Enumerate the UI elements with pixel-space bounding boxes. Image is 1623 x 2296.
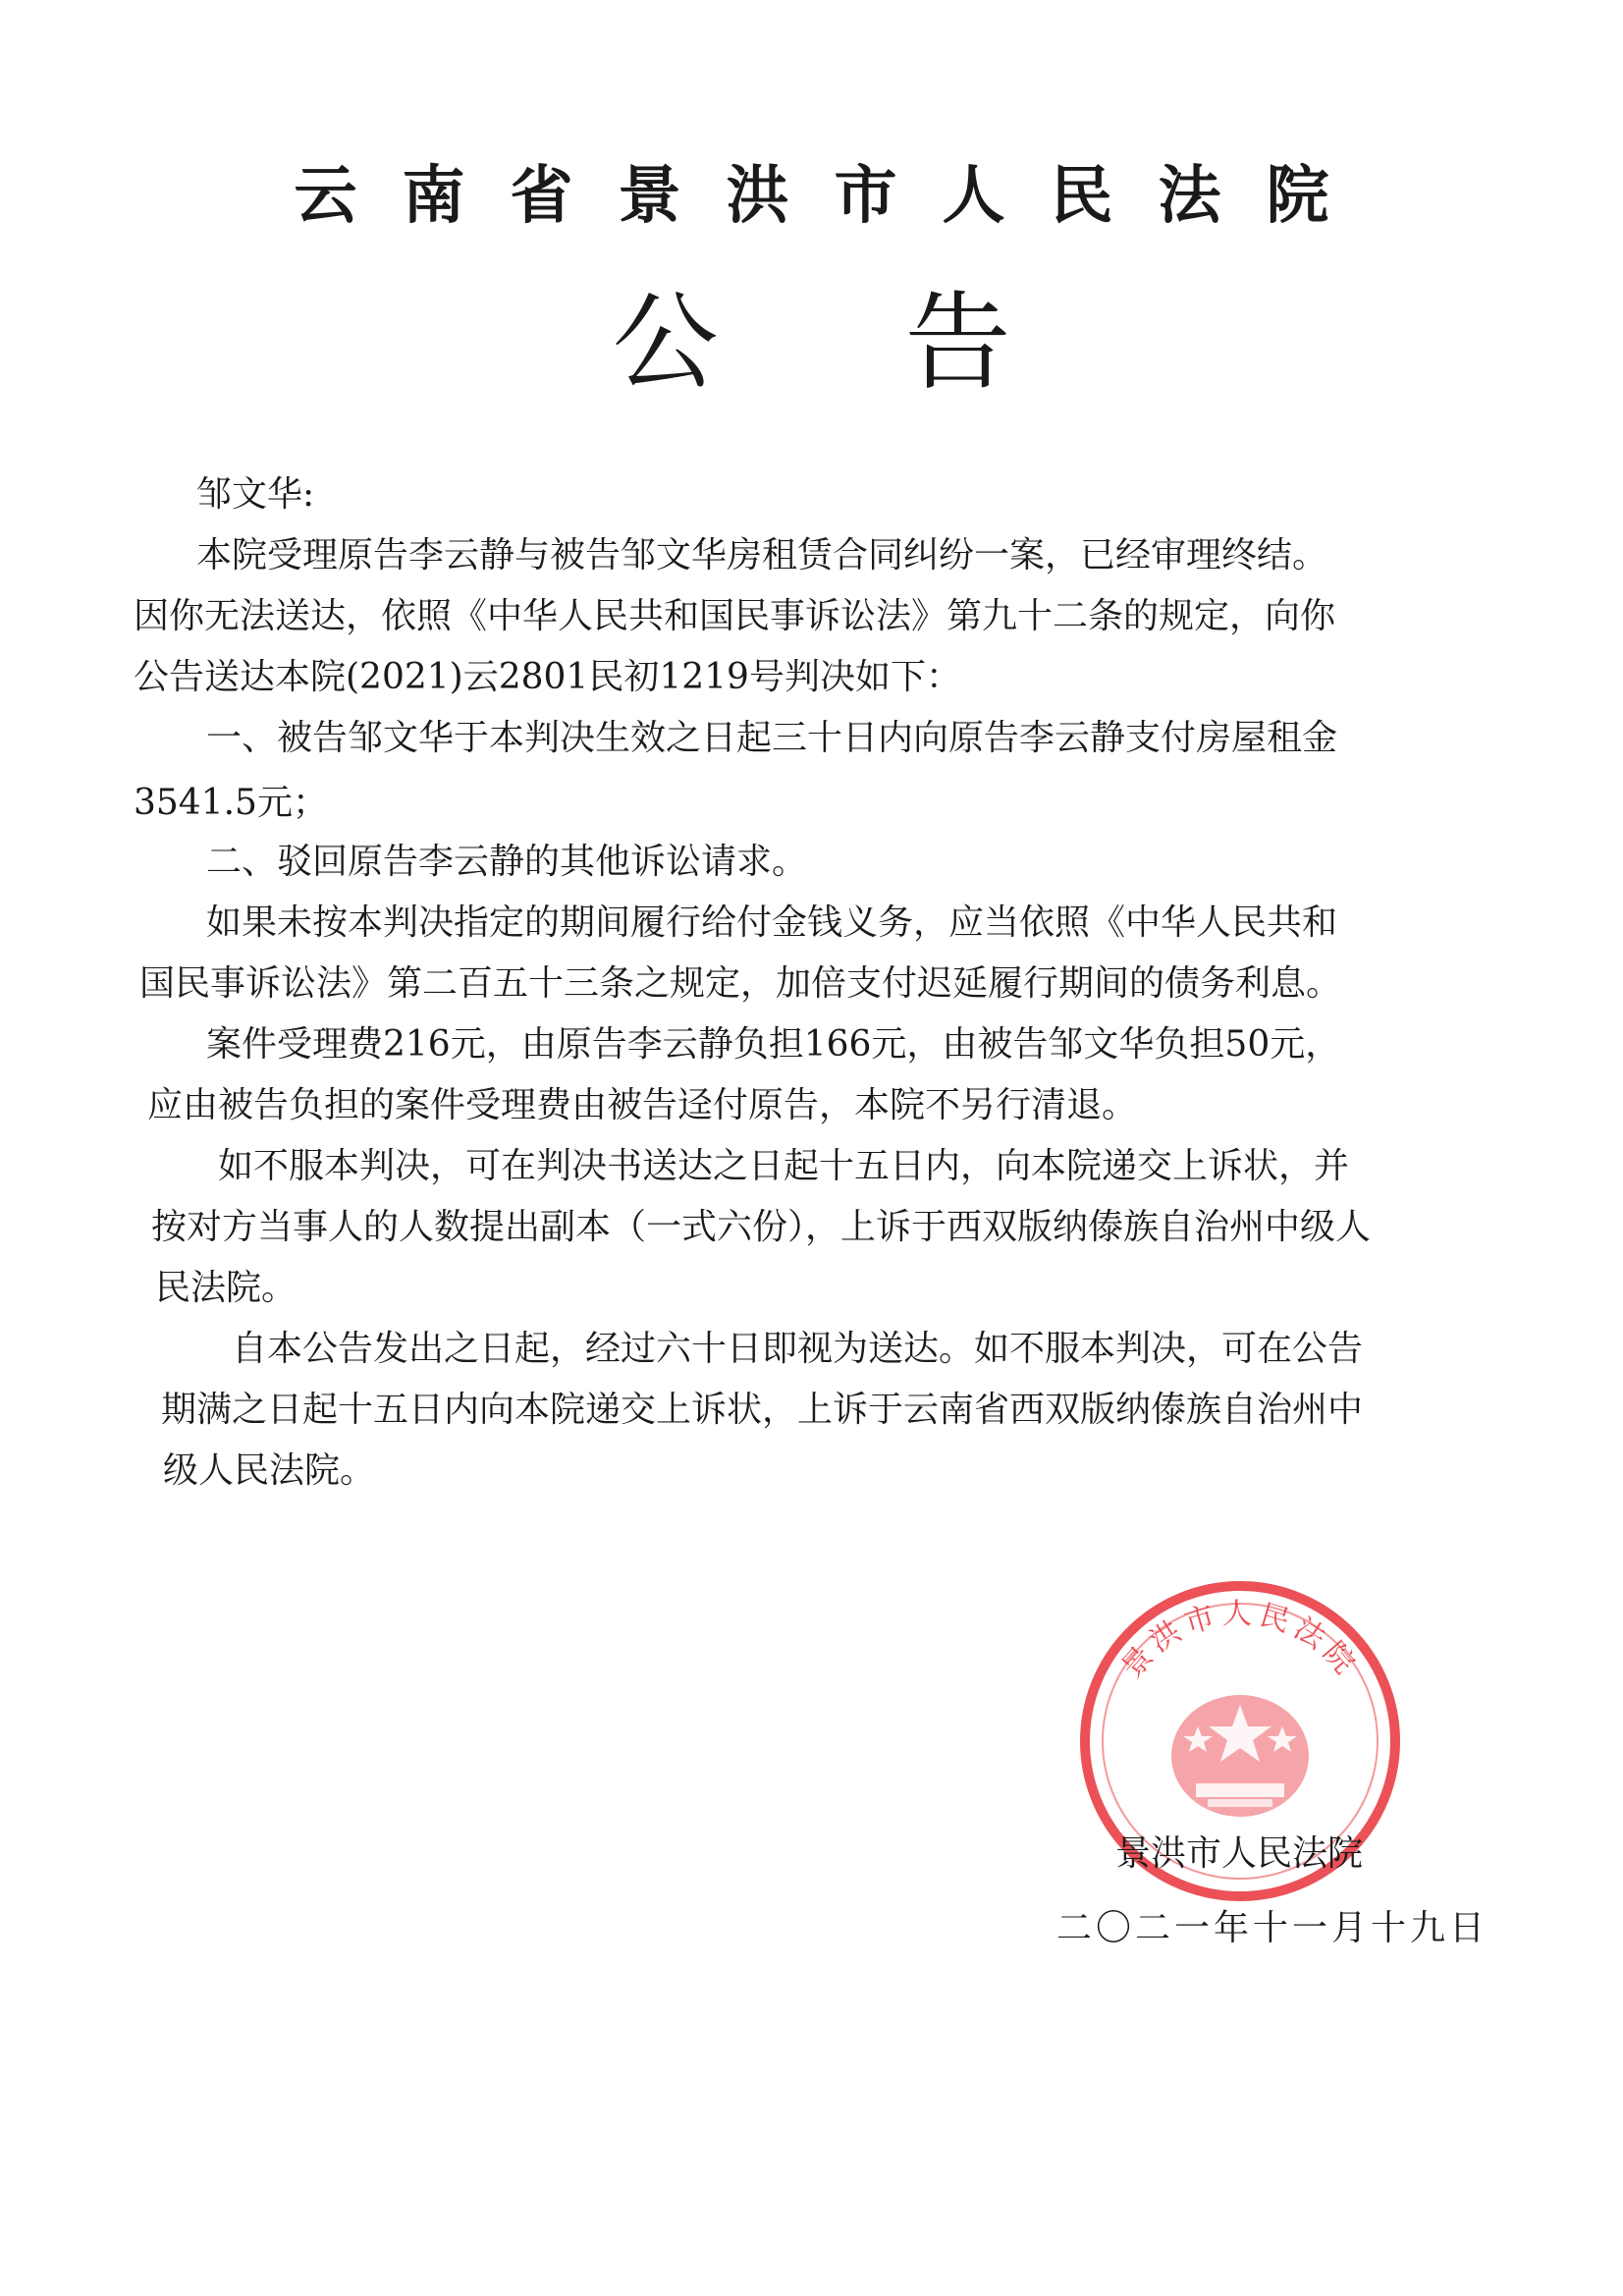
body-line: 二、驳回原告李云静的其他诉讼请求。 xyxy=(206,842,808,882)
body-line: 因你无法送达，依照《中华人民共和国民事诉讼法》第九十二条的规定，向你 xyxy=(134,596,1336,636)
signature-date: 二〇二一年十一月十九日 xyxy=(1056,1908,1489,1948)
body-line: 国民事诉讼法》第二百五十三条之规定，加倍支付迟延履行期间的债务利息。 xyxy=(139,963,1342,1004)
body-line: 民法院。 xyxy=(155,1268,298,1308)
court-name-heading: 云南省景洪市人民法院 xyxy=(294,159,1375,233)
document-title: 公告 xyxy=(612,282,1198,405)
emblem-icon xyxy=(1171,1695,1309,1817)
body-line: 3541.5元； xyxy=(134,783,328,823)
body-line: 本院受理原告李云静与被告邹文华房租赁合同纠纷一案，已经审理终结。 xyxy=(196,535,1328,575)
body-line: 一、被告邹文华于本判决生效之日起三十日内向原告李云静支付房屋租金 xyxy=(206,718,1338,758)
body-line: 公告送达本院(2021)云2801民初1219号判决如下： xyxy=(134,657,961,697)
body-line: 如果未按本判决指定的期间履行给付金钱义务，应当依照《中华人民共和 xyxy=(206,902,1338,943)
body-line: 应由被告负担的案件受理费由被告迳付原告，本院不另行清退。 xyxy=(147,1085,1138,1125)
addressee: 邹文华: xyxy=(196,474,315,515)
body-line: 自本公告发出之日起，经过六十日即视为送达。如不服本判决，可在公告 xyxy=(232,1329,1364,1369)
body-line: 案件受理费216元，由原告李云静负担166元，由被告邹文华负担50元， xyxy=(206,1024,1341,1065)
body-line: 如不服本判决，可在判决书送达之日起十五日内，向本院递交上诉状，并 xyxy=(218,1146,1350,1186)
signature-court: 景洪市人民法院 xyxy=(1115,1833,1364,1874)
body-line: 期满之日起十五日内向本院递交上诉状，上诉于云南省西双版纳傣族自治州中 xyxy=(161,1390,1364,1430)
body-line: 级人民法院。 xyxy=(163,1450,376,1491)
body-line: 按对方当事人的人数提出副本（一式六份），上诉于西双版纳傣族自治州中级人 xyxy=(151,1207,1372,1247)
seal-text: 景洪市人民法院 xyxy=(1114,1597,1366,1685)
